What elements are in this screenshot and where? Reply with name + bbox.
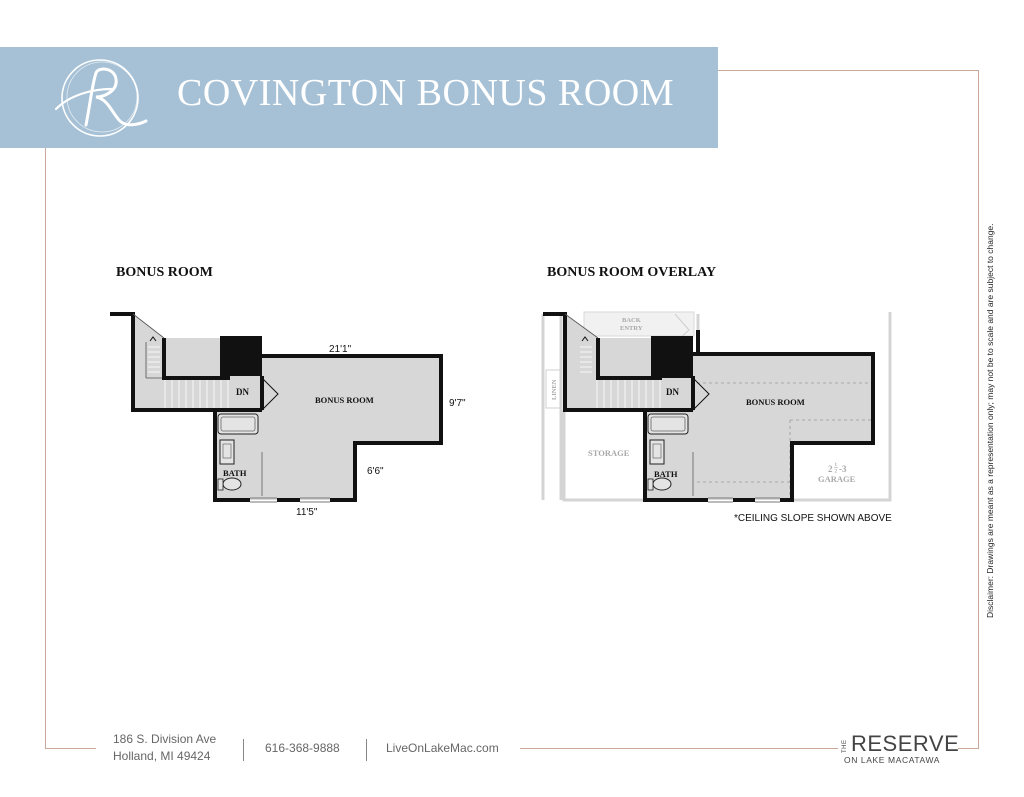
linen-label: LINEN: [551, 379, 558, 400]
footer-separator-2: [366, 739, 367, 761]
address-line2: Holland, MI 49424: [113, 749, 211, 763]
garage-label: GARAGE: [818, 474, 856, 484]
left-room-label: BONUS ROOM: [315, 395, 374, 405]
left-plan-heading: BONUS ROOM: [116, 265, 213, 280]
brand-subtitle: ON LAKE MACATAWA: [844, 755, 941, 765]
left-stairs-label: DN: [236, 387, 249, 397]
right-room-label: BONUS ROOM: [746, 397, 805, 407]
garage-size-prefix: 2: [828, 464, 833, 474]
phone-number[interactable]: 616-368-9888: [265, 741, 340, 755]
ceiling-slope-note: *CEILING SLOPE SHOWN ABOVE: [734, 513, 892, 524]
brand-the: THE: [842, 739, 848, 753]
website-link[interactable]: LiveOnLakeMac.com: [386, 741, 499, 755]
back-entry-label-line1: BACK: [622, 317, 641, 324]
right-stairs-label: DN: [666, 387, 679, 397]
footer-separator-1: [243, 739, 244, 761]
left-dim-inner: 6'6": [367, 466, 384, 477]
garage-size-suffix: -3: [839, 464, 847, 474]
disclaimer-text: Disclaimer: Drawings are meant as a representation only; may not be to scale and are subject to change.: [985, 223, 995, 618]
garage-size-fraction-num: 1: [834, 463, 837, 468]
right-bath-label: BATH: [654, 469, 678, 479]
address-line1: 186 S. Division Ave: [113, 732, 217, 746]
back-entry-label-line2: ENTRY: [620, 325, 643, 332]
brand-name: RESERVE: [851, 731, 960, 756]
left-bath-label: BATH: [223, 468, 247, 478]
garage-size-fraction-den: 2: [834, 469, 837, 475]
storage-label: STORAGE: [588, 448, 630, 458]
left-dim-top: 21'1": [329, 344, 352, 355]
left-floor-plan: [110, 314, 466, 518]
right-plan-heading: BONUS ROOM OVERLAY: [547, 265, 717, 280]
right-floor-plan: [543, 312, 890, 502]
page-title: COVINGTON BONUS ROOM: [177, 72, 675, 114]
left-dim-bottom: 11'5": [296, 507, 318, 518]
left-dim-right: 9'7": [449, 398, 466, 409]
